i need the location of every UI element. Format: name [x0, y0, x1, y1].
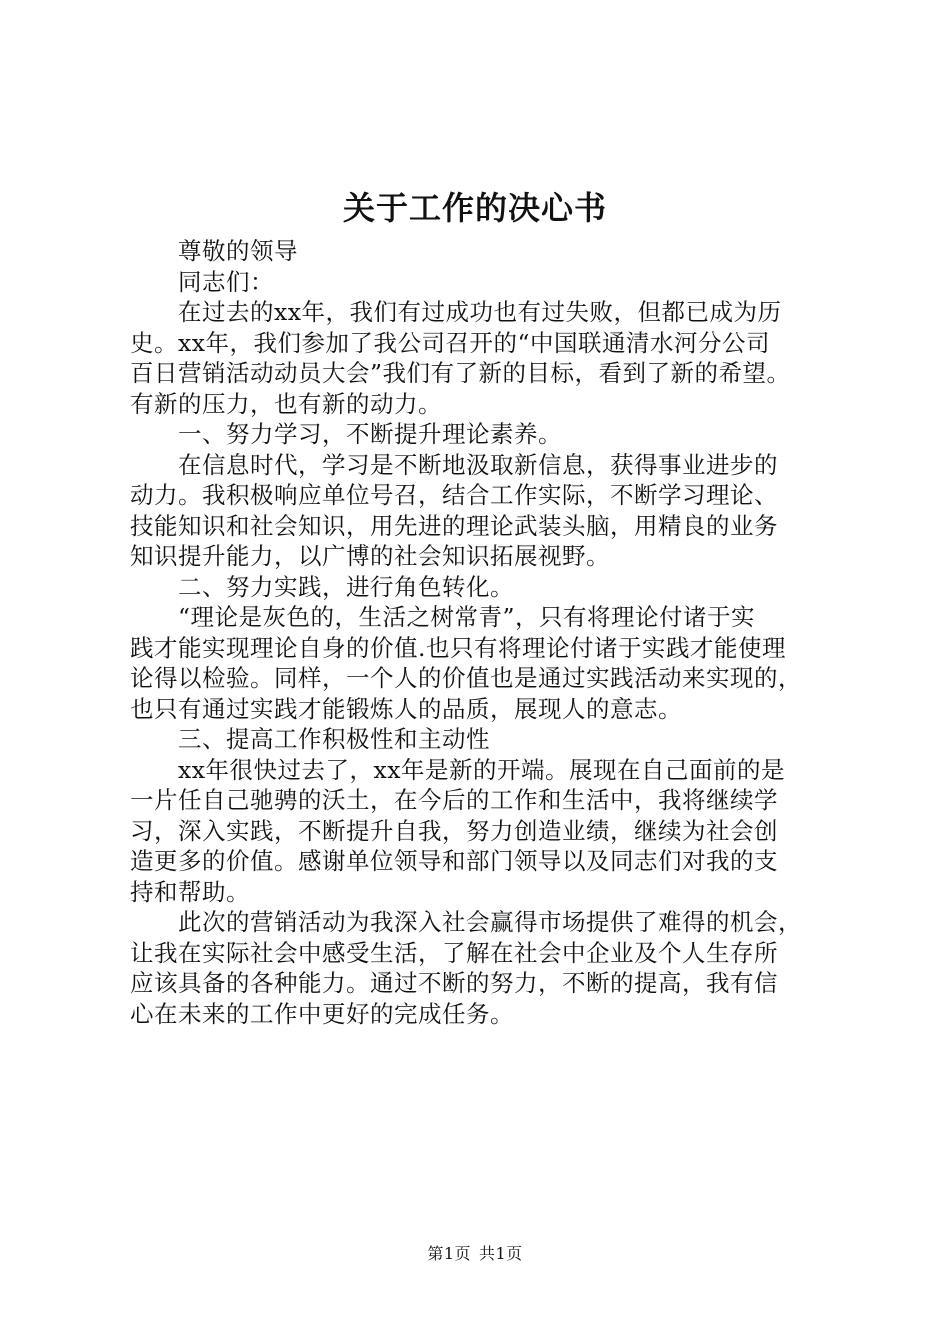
salutation-line: 同志们： [178, 267, 274, 296]
paragraph-line: 持和帮助。 [130, 877, 250, 906]
paragraph-line: 百日营销活动动员大会”我们有了新的目标，看到了新的希望。 [130, 359, 791, 387]
paragraph-line: 也只有通过实践才能锻炼人的品质，展现人的意志。 [130, 694, 682, 723]
paragraph-line: “理论是灰色的，生活之树常青”，只有将理论付诸于实 [178, 603, 756, 631]
paragraph-line: 史。xx年，我们参加了我公司召开的“中国联通清水河分公司 [130, 328, 771, 357]
salutation-line: 尊敬的领导 [178, 237, 298, 265]
section-heading: 三、提高工作积极性和主动性 [178, 725, 490, 753]
document-title: 关于工作的决心书 [342, 189, 607, 227]
paragraph-line: 论得以检验。同样，一个人的价值也是通过实践活动来实现的， [130, 664, 802, 692]
paragraph-line: 在信息时代，学习是不断地汲取新信息，获得事业进步的 [178, 450, 778, 479]
paragraph-line: 应该具备的各种能力。通过不断的努力，不断的提高，我有信 [130, 969, 778, 997]
paragraph-line: 有新的压力，也有新的动力。 [130, 389, 442, 418]
page-number: 第1页 [427, 1244, 471, 1263]
paragraph-line: 造更多的价值。感谢单位领导和部门领导以及同志们对我的支 [130, 847, 778, 875]
paragraph-line: 一片任自己驰骋的沃土，在今后的工作和生活中，我将继续学 [130, 786, 778, 814]
paragraph-line: 动力。我积极响应单位号召，结合工作实际，不断学习理论、 [130, 481, 778, 509]
paragraph-line: 让我在实际社会中感受生活，了解在社会中企业及个人生存所 [130, 938, 778, 967]
paragraph-line: xx年很快过去了，xx年是新的开端。展现在自己面前的是 [178, 755, 786, 784]
page-total: 共1页 [479, 1244, 523, 1263]
section-heading: 二、努力实践，进行角色转化。 [178, 572, 514, 601]
paragraph-line: 此次的营销活动为我深入社会赢得市场提供了难得的机会， [178, 908, 802, 936]
paragraph-line: 践才能实现理论自身的价值.也只有将理论付诸于实践才能使理 [130, 633, 786, 662]
section-heading: 一、努力学习，不断提升理论素养。 [178, 420, 562, 448]
paragraph-line: 习，深入实践，不断提升自我，努力创造业绩，继续为社会创 [130, 816, 778, 845]
page-footer [0, 1243, 950, 1265]
paragraph-line: 知识提升能力，以广博的社会知识拓展视野。 [130, 542, 610, 570]
paragraph-line: 在过去的xx年，我们有过成功也有过失败，但都已成为历 [178, 298, 782, 326]
paragraph-line: 技能知识和社会知识，用先进的理论武装头脑，用精良的业务 [130, 511, 778, 540]
paragraph-line: 心在未来的工作中更好的完成任务。 [130, 999, 514, 1028]
document-body [130, 236, 842, 1029]
